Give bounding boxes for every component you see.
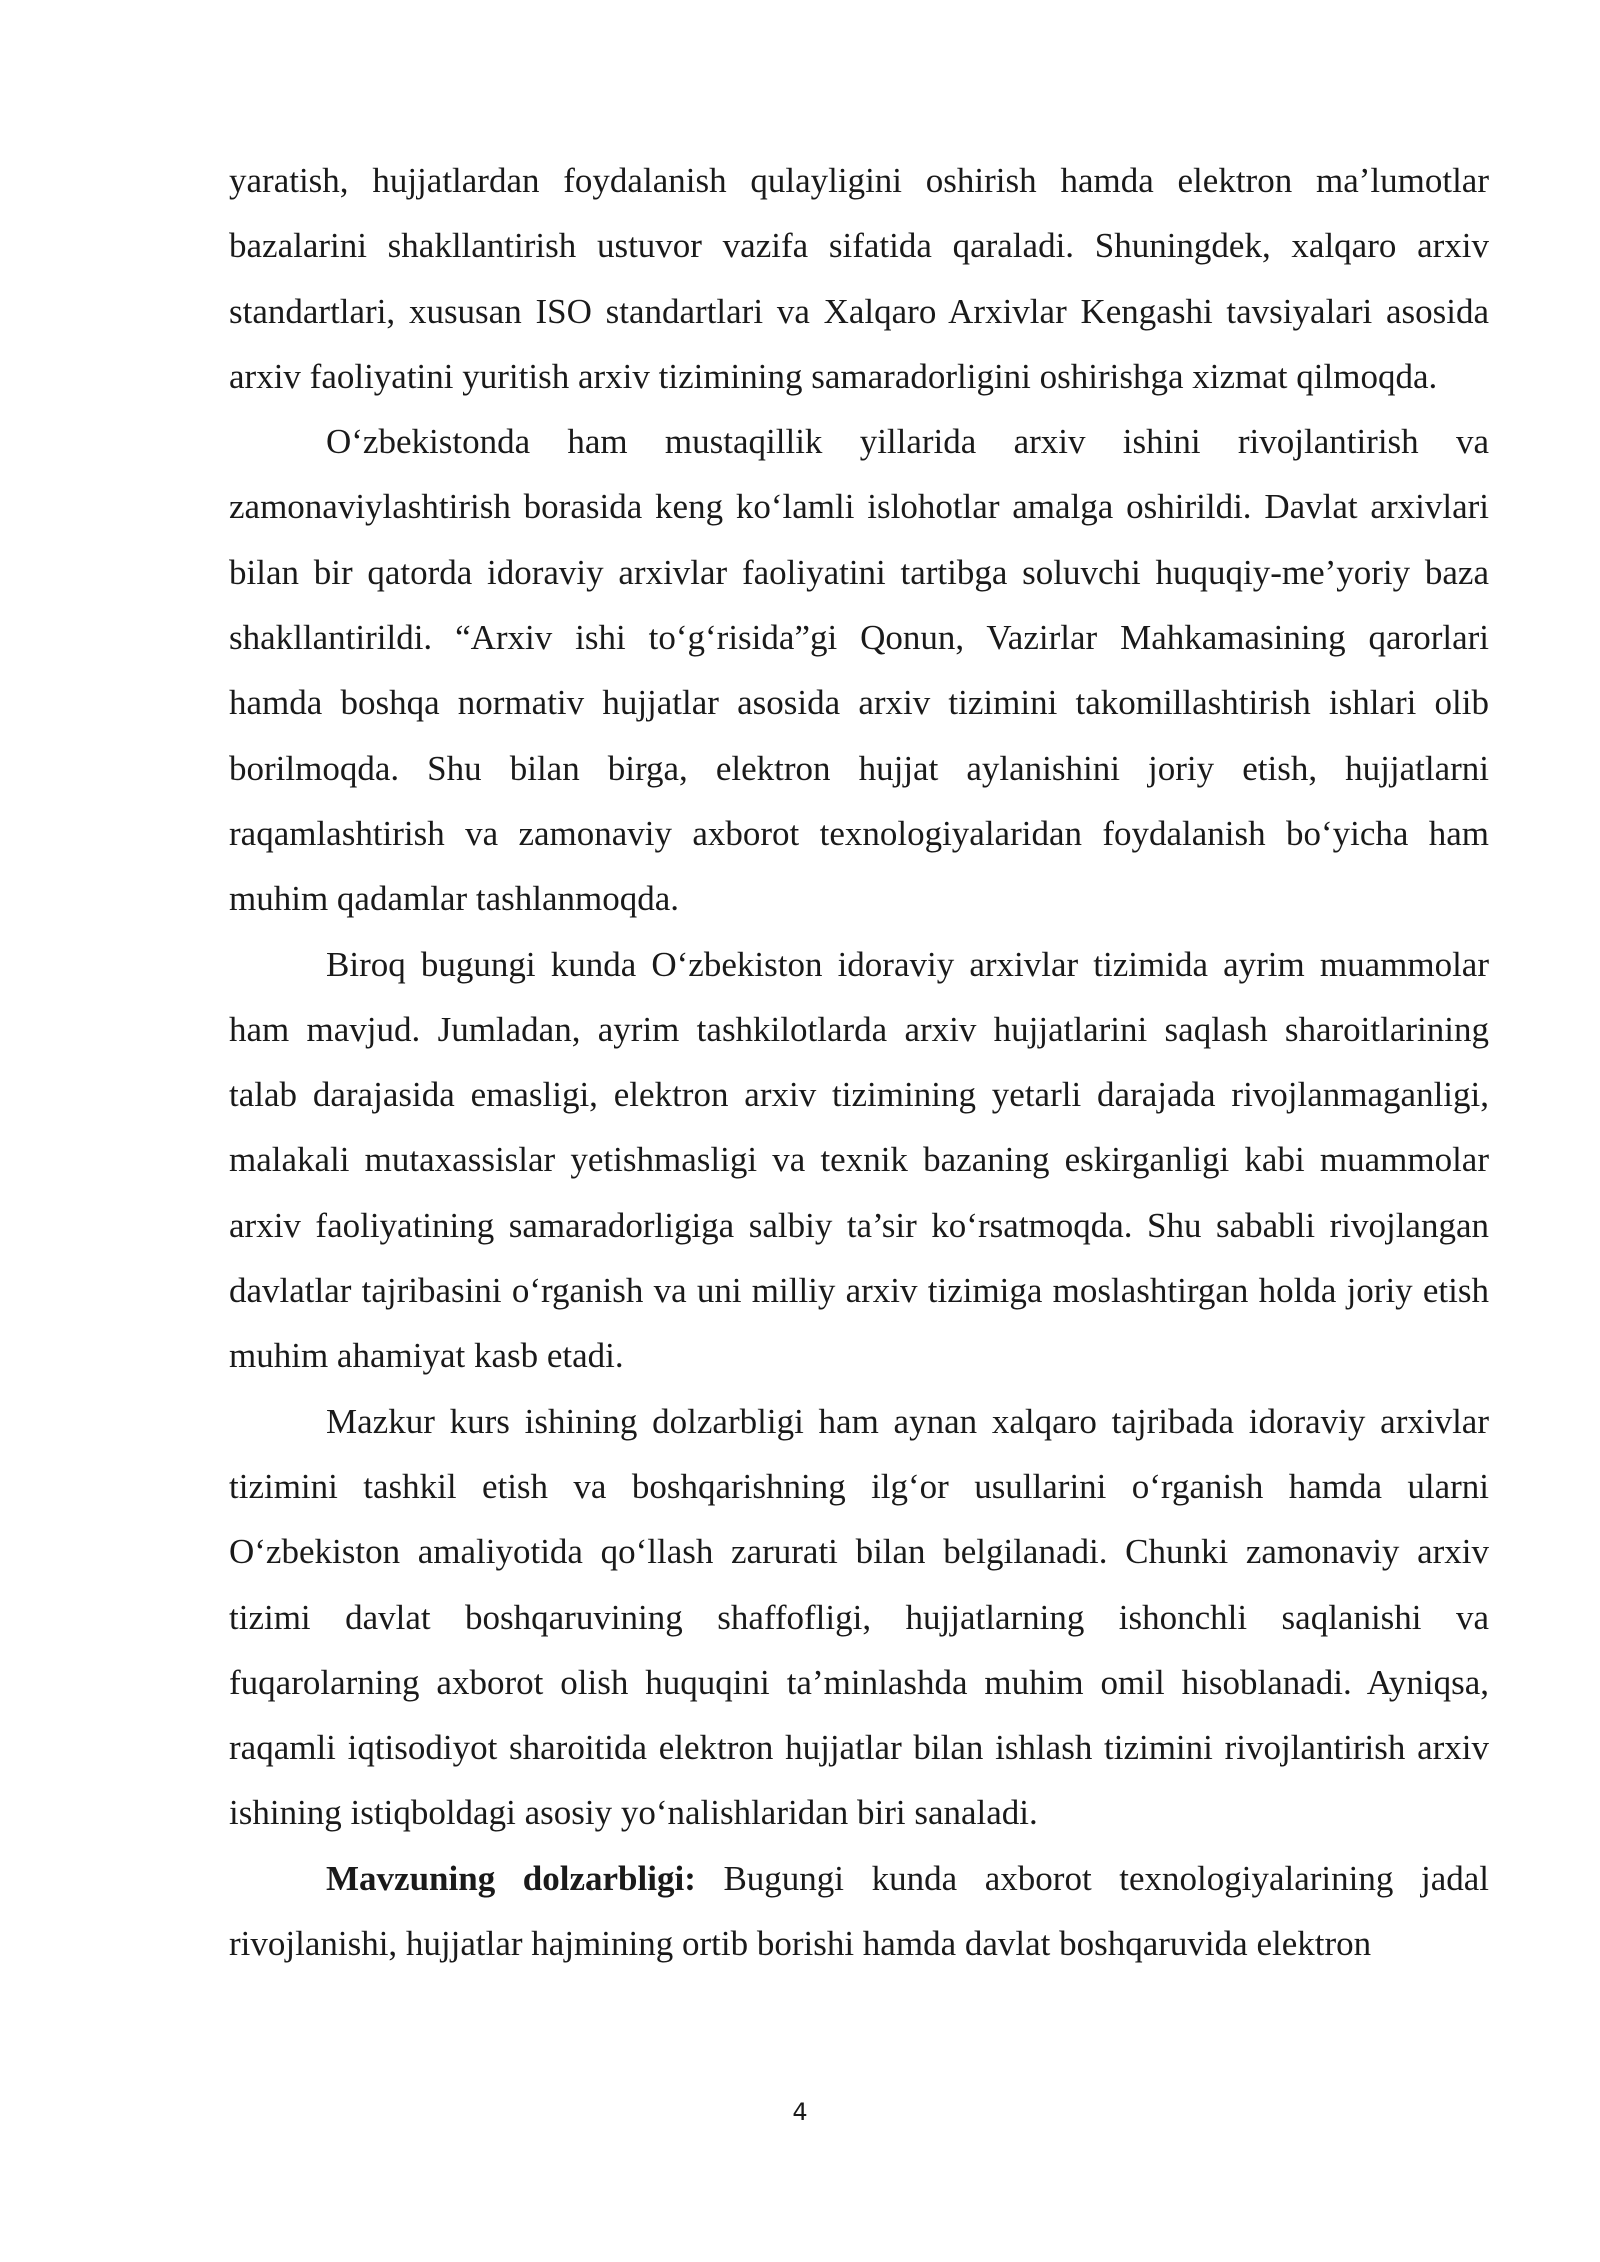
- paragraph-text: Mazkur kurs ishining dolzarbligi ham aynan xalqaro tajribada idoraviy arxivlar tizimini tashkil etish va boshqarishning ilg‘or usullarini o‘rganish hamda ularni O‘zbekiston amaliyotida qo‘llash zarurati bilan belgilanadi. Chunki zamonaviy arxiv tizimi davlat boshqaruvining shaffofligi, hujjatlarning ishonchli saqlanishi va fuqarolarning axborot olish huquqini ta’minlashda muhim omil hisoblanadi. Ayniqsa, raqamli iqtisodiyot sharoitida elektron hujjatlar bilan ishlash tizimini rivojlantirish arxiv ishining istiqboldagi asosiy yo‘nalishlaridan biri sanaladi.: [229, 1401, 1489, 1833]
- body-text: [229, 148, 1489, 1976]
- paragraph-text: Biroq bugungi kunda O‘zbekiston idoraviy arxivlar tizimida ayrim muammolar ham mavjud. Jumladan, ayrim tashkilotlarda arxiv hujjatlarini saqlash sharoitlarining talab darajasida emasligi, elektron arxiv tizimining yetarli darajada rivojlanmaganligi, malakali mutaxassislar yetishmasligi va texnik bazaning eskirganligi kabi muammolar arxiv faoliyatining samaradorligiga salbiy ta’sir ko‘rsatmoqda. Shu sababli rivojlangan davlatlar tajribasini o‘rganish va uni milliy arxiv tizimiga moslashtirgan holda joriy etish muhim ahamiyat kasb etadi.: [229, 944, 1489, 1376]
- paragraph-text: O‘zbekistonda ham mustaqillik yillarida arxiv ishini rivojlantirish va zamonaviylashtirish borasida keng ko‘lamli islohotlar amalga oshirildi. Davlat arxivlari bilan bir qatorda idoraviy arxivlar faoliyatini tartibga soluvchi huquqiy-me’yoriy baza shakllantirildi. “Arxiv ishi to‘g‘risida”gi Qonun, Vazirlar Mahkamasining qarorlari hamda boshqa normativ hujjatlar asosida arxiv tizimini takomillashtirish ishlari olib borilmoqda. Shu bilan birga, elektron hujjat aylanishini joriy etish, hujjatlarni raqamlashtirish va zamonaviy axborot texnologiyalaridan foydalanish bo‘yicha ham muhim qadamlar tashlanmoqda.: [229, 422, 1489, 919]
- paragraph-text: yaratish, hujjatlardan foydalanish qulayligini oshirish hamda elektron ma’lumotlar bazalarini shakllantirish ustuvor vazifa sifatida qaraladi. Shuningdek, xalqaro arxiv standartlari, xususan ISO standartlari va Xalqaro Arxivlar Kengashi tavsiyalari asosida arxiv faoliyatini yuritish arxiv tizimining samaradorligini oshirishga xizmat qilmoqda.: [229, 161, 1489, 396]
- paragraph-3: [229, 932, 1489, 1389]
- paragraph-1: [229, 148, 1489, 409]
- paragraph-text: Bugungi kunda axborot texnologiyalarining jadal rivojlanishi, hujjatlar hajmining ortib borishi hamda davlat boshqaruvida elektron: [229, 1858, 1489, 1964]
- paragraph-5: [229, 1846, 1489, 1977]
- section-heading-inline: Mavzuning dolzarbligi:: [326, 1858, 696, 1898]
- paragraph-4: [229, 1389, 1489, 1846]
- paragraph-2: [229, 409, 1489, 931]
- page-number: 4: [792, 2098, 808, 2126]
